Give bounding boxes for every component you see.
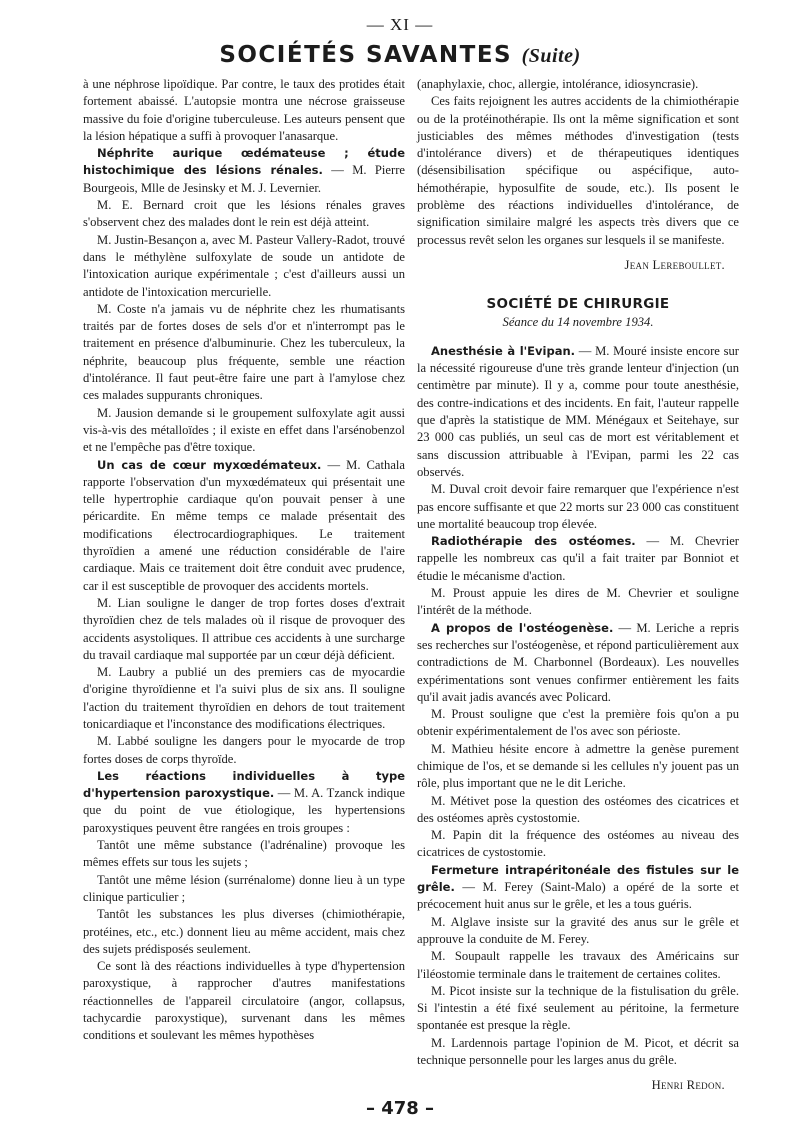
society-title: SOCIÉTÉ DE CHIRURGIE [486,296,670,313]
paragraph: M. Justin-Besançon a, avec M. Pasteur Vallery-Radot, trouvé dans le méthylène sulfoxylate de soude un antidote de l'intoxication aurique expérimentale ; c'est d'ailleurs aussi un antidote de l'intoxication mercurielle. [83,232,405,299]
paragraph: Tantôt les substances les plus diverses (chimiothérapie, protéines, etc., etc.) donnent lieu au même accident, mais chez des sujets prédisposés seulement. [83,907,405,956]
paragraph: M. Coste n'a jamais vu de néphrite chez les rhumatisants traités par de fortes doses de sels d'or et n'interrompt pas le traitement en présence d'albuminurie. Chez les tuberculeux, la néphrite, beaucoup plus fréquente, semble une réaction d'intolérance. Il faut peut-être faire une part à l'amylose chez ces malades suppurants chroniques. [83,301,405,403]
paragraph: M. Mathieu hésite encore à admettre la genèse purement chimique de l'os, et se demande si les cellules n'y jouent pas un rôle, plus important que ne le dit Leriche. [417,741,739,791]
paragraph-lead: Fermeture intrapéritonéale des fistules sur le grêle. [417,862,739,895]
paragraph: M. Jausion demande si le groupement sulfoxylate agit aussi vis-à-vis des métalloïdes ; il existe en effet dans l'arsénobenzol et ne l'empêche pas d'être toxique. [83,405,405,455]
paragraph [83,457,405,595]
paragraph: M. E. Bernard croit que les lésions rénales graves s'observent chez des malades dont le rein est déjà atteint. [83,198,405,230]
right-column [417,76,739,1095]
paragraph: M. Soupault rappelle les travaux des Américains sur l'iléostomie terminale dans le traitement de certaines colites. [417,949,739,981]
paragraph: M. Métivet pose la question des ostéomes des cicatrices et des ostéomes après cystostomie. [417,793,739,825]
paragraph-lead: Anesthésie à l'Evipan. [431,343,576,358]
page-number-roman: — XI — [366,15,434,34]
paragraph-text: — M. Mouré insiste encore sur la nécessité rigoureuse d'une très grande lenteur d'injection (un centimètre par minute). Il y a, comme pour toute anesthésie, des contre-indications et des incidents. En fait, l'auteur rappelle que d'après la statistique de MM. Ménégaux et Seitehaye, sur 23 000 cas publiés, un seul cas de mort est véritablement et sans discussion attribuable à l'Evipan, parmi les 22 cas observés. [417,343,740,479]
paragraph: M. Proust souligne que c'est la première fois qu'on a pu obtenir expérimentalement de l'os avec son périoste. [417,707,739,739]
paragraph [83,768,405,837]
paragraph [417,533,739,585]
paragraph-text: — M. Ferey (Saint-Malo) a opéré de la sorte et précocement huit anus sur le grêle, et les a tous guéris. [417,880,739,912]
paragraph: Ces faits rejoignent les autres accidents de la chimiothérapie ou de la protéinothérapie. Ils ont la même signification et sont justiciables des mêmes méthodes d'investigation (tests d'intolérance divers) et de thérapeutiques identiques (désensibilisation spécifique ou aspécifique, auto-hémothérapie, hyposulfite de soude, etc.). Ils posent le problème des réactions individuelles d'intolérance, de signification similaire malgré les aspects très divers que ce processus revêt selon les organes sur lesquels il se manifeste. [417,94,739,247]
author-signature: Henri Redon. [651,1078,725,1093]
paragraph [417,620,739,706]
paragraph: M. Lian souligne le danger de trop fortes doses d'extrait thyroïdien chez de tels malades où il risque de provoquer des accidents asystoliques. Il attribue ces accidents à une surcharge du travail cardiaque mal supportée par un cœur déjà déficient. [83,595,405,662]
paragraph: M. Lardennois partage l'opinion de M. Picot, et décrit sa technique personnelle pour les larges anus du grêle. [417,1035,739,1068]
paragraph [417,343,739,481]
paragraph: M. Duval croit devoir faire remarquer que l'expérience n'est pas encore suffisante et que 22 morts sur 23 000 cas constituent une mortalité beaucoup trop élevée. [417,482,739,531]
author-signature: Jean Lereboullet. [624,257,725,272]
paragraph: M. Picot insiste sur la technique de la fistulisation du grêle. Si l'intestin a été fixé seulement au péritoine, la fermeture spontanée est presque la règle. [417,983,739,1033]
paragraph-text: — M. A. Tzanck indique que du point de vue étiologique, les hypertensions paroxystiques peuvent être rangées en trois groupes : [83,786,405,835]
paragraph: M. Proust appuie les dires de M. Chevrier et souligne l'intérêt de la méthode. [417,586,739,618]
paragraph [417,862,739,914]
page-number: – 478 – [365,1098,435,1119]
paragraph-lead: Néphrite aurique œdémateuse ; étude histochimique des lésions rénales. [83,146,405,178]
paragraph: (anaphylaxie, choc, allergie, intolérance, idiosyncrasie). [417,77,699,91]
paragraph [83,145,405,197]
paragraph: à une néphrose lipoïdique. Par contre, le taux des protides était fortement abaissé. L'autopsie montra une nécrose graisseuse massive du foie d'origine tuberculeuse. Les auteurs pensent que la lésion hépatique a suffi à provoquer l'anasarque. [83,77,405,143]
paragraph-text: — M. Pierre Bourgeois, Mlle de Jesinsky et M. J. Levernier. [83,163,405,195]
paragraph: M. Labbé souligne les dangers pour le myocarde de trop fortes doses de corps thyroïde. [83,734,405,766]
session-date: Séance du 14 novembre 1934. [502,314,654,329]
paragraph: M. Laubry a publié un des premiers cas de myocardie d'origine thyroïdienne et l'a suivi plus de six ans. Il souligne l'action du traitement thyroïdien en dehors de tout traitement tonicardiaque et l'inconstance des modifications électriques. [83,665,405,731]
left-column [83,76,405,1045]
paragraph: Tantôt une même lésion (surrénalome) donne lieu à un type clinique particulier ; [83,872,405,904]
paragraph-text: — M. Chevrier rappelle les nombreux cas qu'il a fait traiter par Bonniot et étudie le mécanisme d'action. [417,534,740,583]
paragraph: Ce sont là des réactions individuelles à type d'hypertension paroxystique, à rapprocher d'autres manifestations réactionnelles de l'appareil circulatoire (angor, collapsus, tachycardie paroxystique), survenant dans les mêmes conditions et soulevant les mêmes hypothèses [83,959,405,1043]
paragraph-lead: A propos de l'ostéogenèse. [431,620,614,635]
paragraph-lead: Les réactions individuelles à type d'hypertension paroxystique. [83,768,405,801]
paragraph: Tantôt une même substance (l'adrénaline) provoque les mêmes effets sur tous les sujets ; [83,838,405,870]
paragraph: M. Papin dit la fréquence des ostéomes au niveau des cicatrices de cystostomie. [417,828,739,860]
paragraph: M. Alglave insiste sur la gravité des anus sur le grêle et approuve la conduite de M. Ferey. [417,914,739,946]
paragraph-text: — M. Leriche a repris ses recherches sur l'ostéogenèse, et répond particulièrement aux contradictions de M. Charbonnel (Bordeaux). Les nouvelles expérimentations sont venues confirmer entièrement les faits qu'il avait jadis avancés avec Policard. [417,620,739,704]
paragraph-lead: Un cas de cœur myxœdémateux. [97,457,322,472]
section-header [0,42,800,68]
header-title: SOCIÉTÉS SAVANTES [219,42,513,68]
header-suite: (Suite) [521,45,581,67]
paragraph-lead: Radiothérapie des ostéomes. [431,534,636,549]
paragraph-text: — M. Cathala rapporte l'observation d'un myxœdémateux qui présentait une telle hypertrophie cardiaque qu'on pouvait penser à une péricardite. En même temps ce malade présentait des modifications électrocardiographiques. Le traitement thyroïdien a amené une réduction considérable de l'aire cardiaque. Mais ce traitement doit être conduit avec prudence, car il est susceptible de provoquer des accidents mortels. [83,457,405,593]
